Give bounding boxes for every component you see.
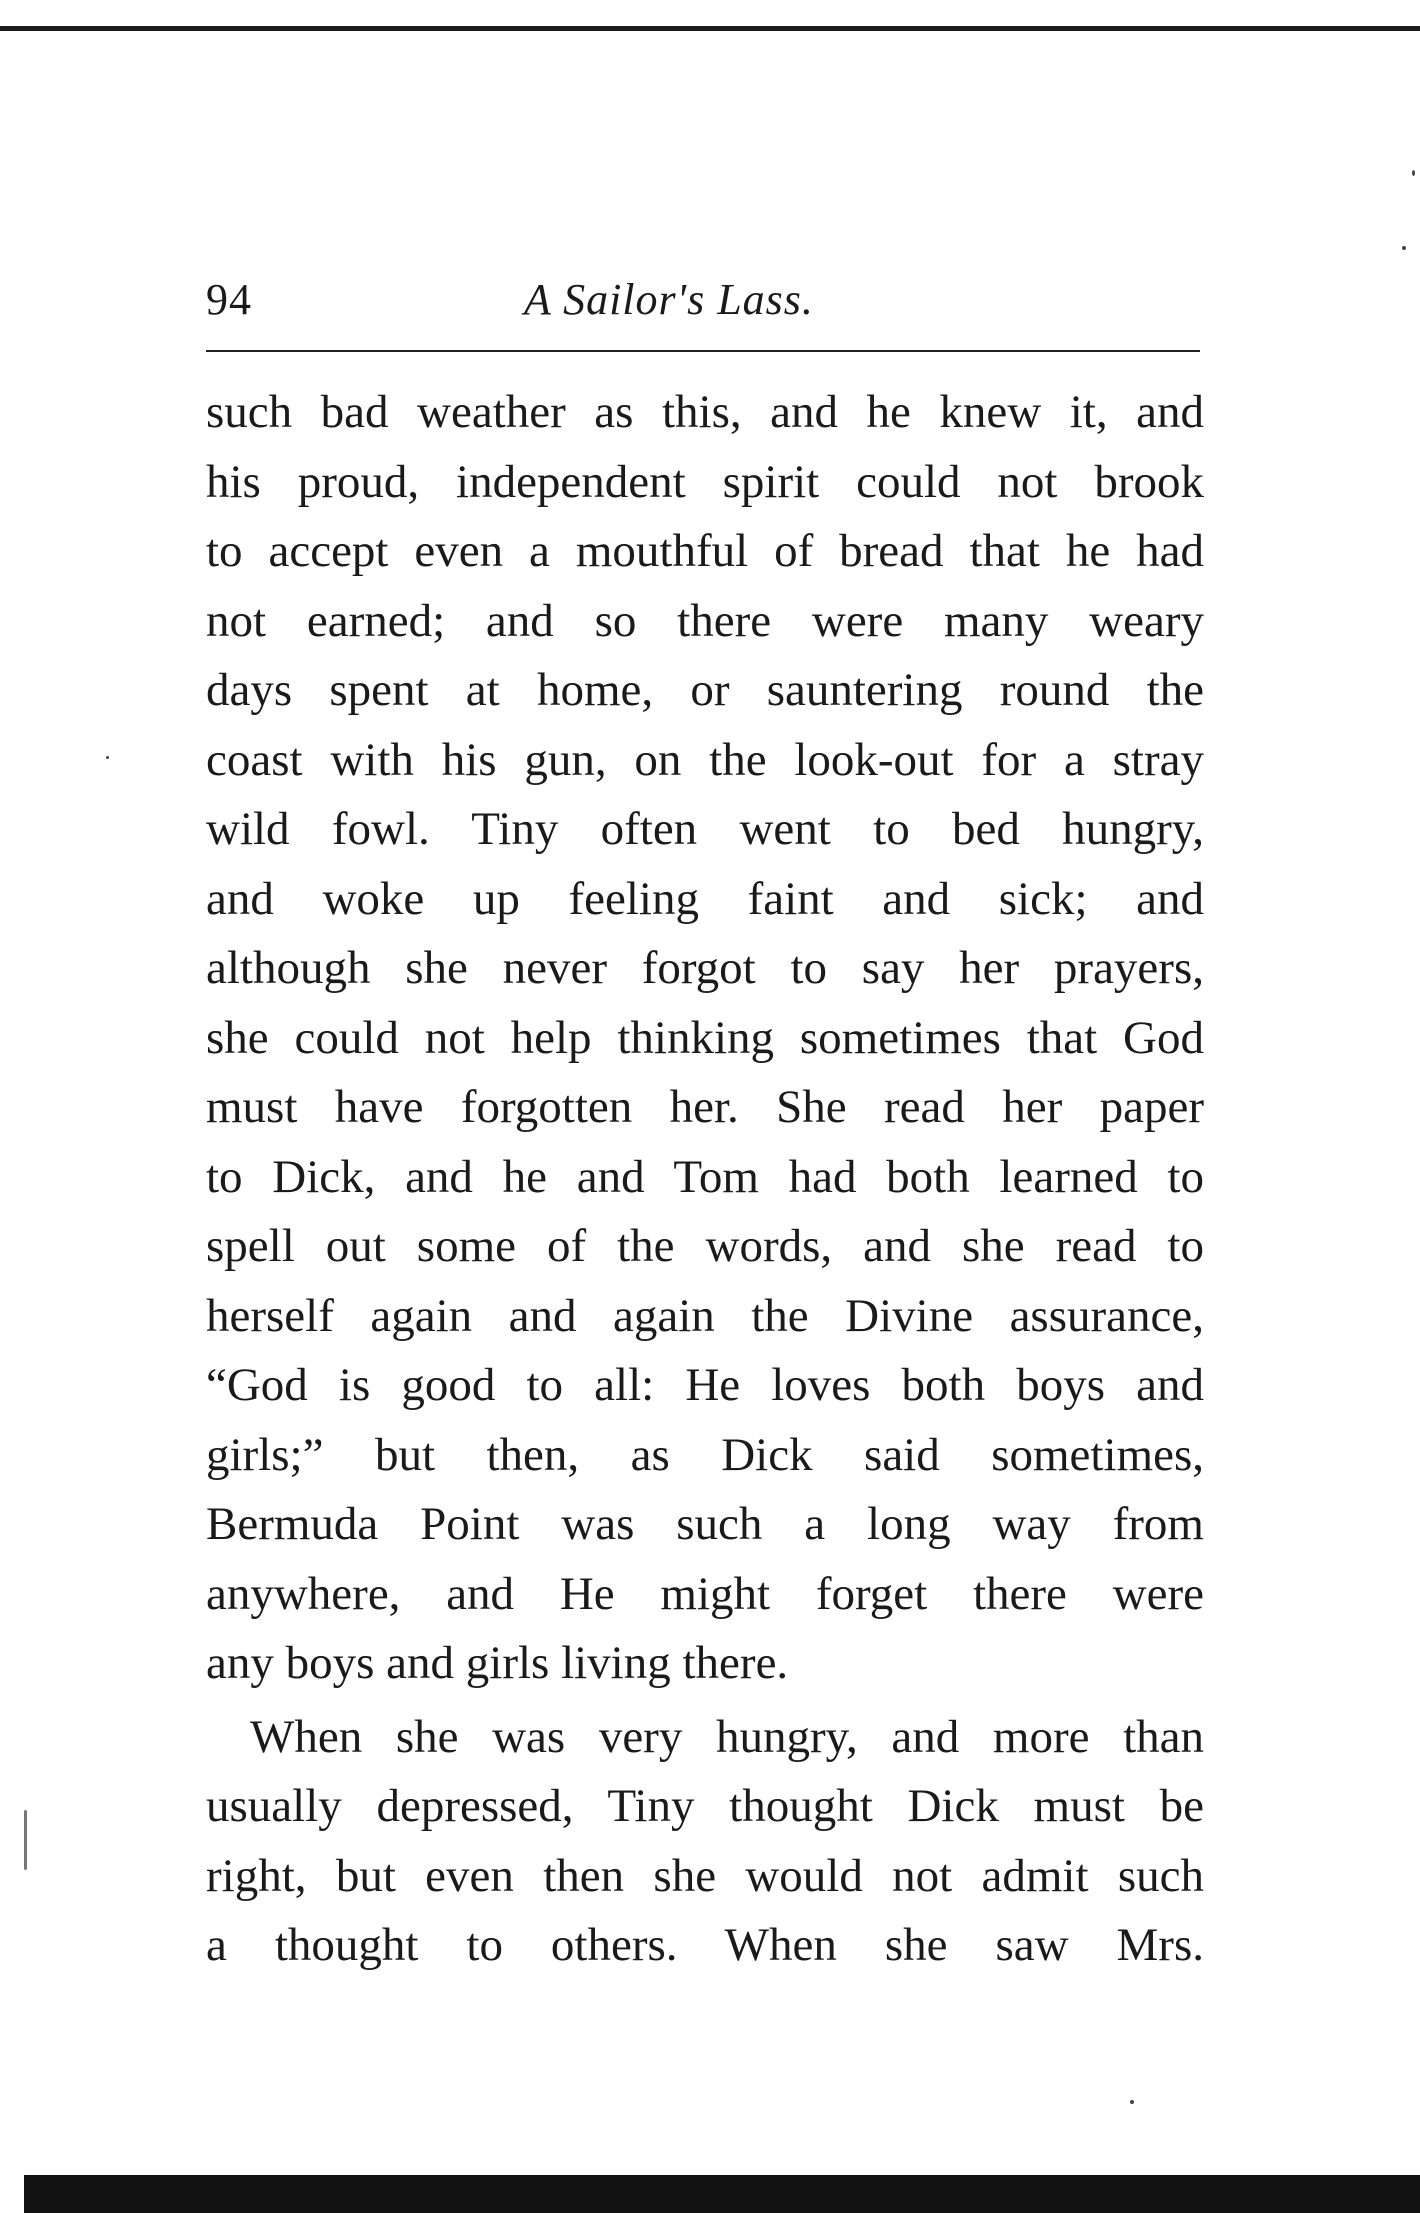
text-line: and woke up feeling faint and sick; and <box>206 872 1204 925</box>
top-border-rule <box>0 26 1420 31</box>
header-rule <box>206 350 1200 352</box>
text-line: “God is good to all: He loves both boys and <box>206 1359 1204 1411</box>
text-line: Bermuda Point was such a long way from <box>206 1498 1204 1550</box>
text-line: not earned; and so there were many weary <box>206 594 1204 647</box>
running-head <box>206 268 1206 332</box>
text-line: to Dick, and he and Tom had both learned to <box>206 1150 1204 1203</box>
scan-speck <box>1412 170 1415 176</box>
text-line: anywhere, and He might forget there were <box>206 1567 1204 1620</box>
text-line: wild fowl. Tiny often went to bed hungry, <box>206 803 1204 855</box>
text-line: although she never forgot to say her prayers, <box>206 942 1204 994</box>
running-title: A Sailor's Lass. <box>524 275 814 324</box>
text-line: spell out some of the words, and she read to <box>206 1220 1204 1272</box>
book-page <box>206 268 1206 1971</box>
text-line: days spent at home, or sauntering round the <box>206 664 1204 716</box>
text-line: right, but even then she would not admit such <box>206 1849 1204 1902</box>
text-line: a thought to others. When she saw Mrs. <box>206 1919 1204 1971</box>
text-line: such bad weather as this, and he knew it, and <box>206 386 1204 438</box>
text-line: must have forgotten her. She read her paper <box>206 1081 1204 1133</box>
page-number: 94 <box>206 275 252 324</box>
text-line: his proud, independent spirit could not brook <box>206 455 1204 508</box>
text-line: she could not help thinking sometimes that God <box>206 1011 1204 1064</box>
scan-speck <box>1402 246 1406 250</box>
text-line: herself again and again the Divine assurance, <box>206 1289 1204 1342</box>
text-line: coast with his gun, on the look-out for a stray <box>206 733 1204 786</box>
text-line: girls;” but then, as Dick said sometimes, <box>206 1428 1204 1481</box>
scan-speck <box>106 756 109 759</box>
scan-speck <box>24 1810 27 1870</box>
body-text <box>206 378 1204 1981</box>
scan-speck <box>1130 2100 1134 2104</box>
text-line: usually depressed, Tiny thought Dick must be <box>206 1780 1204 1832</box>
text-line: any boys and girls living there. <box>206 1637 789 1689</box>
text-line: to accept even a mouthful of bread that he had <box>206 525 1204 577</box>
text-line: When she was very hungry, and more than <box>250 1710 1204 1763</box>
bottom-border-rule <box>24 2175 1420 2213</box>
